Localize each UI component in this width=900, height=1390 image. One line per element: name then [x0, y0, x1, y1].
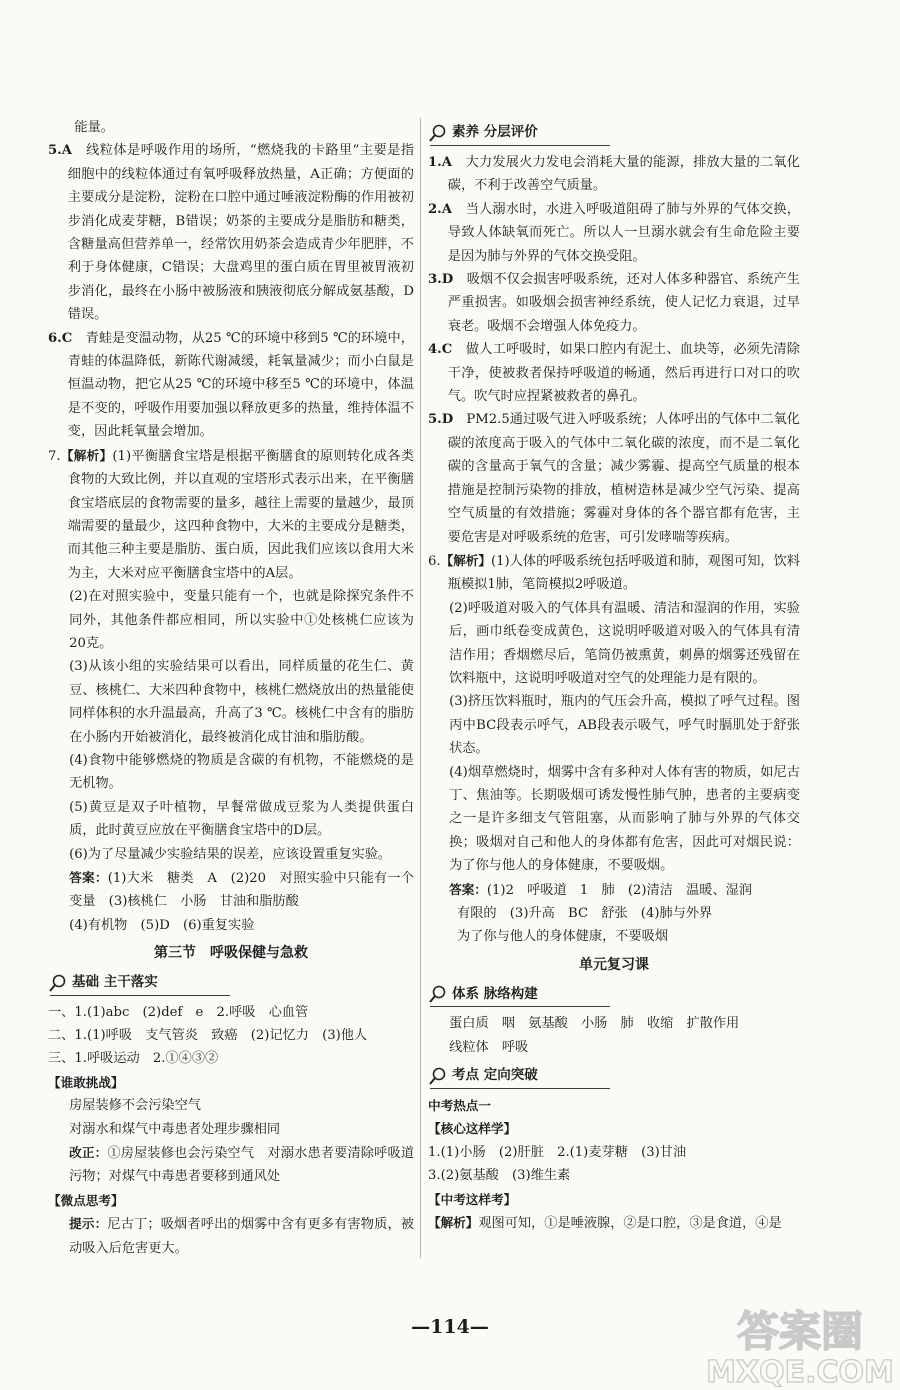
paragraph: (4)烟草燃烧时，烟雾中含有多种对人体有害的物质，如尼古丁、焦油等。长期吸烟可诱发慢性肺气肿，患者的主要病变之一是许多细支气管阻塞，从而影响了肺与外界的气体交换；吸烟对自己和他人的身体都有危害，因此可对烟民说：为了你与他人的身体健康，不要吸烟。	[449, 764, 800, 874]
section-header-eval	[428, 119, 800, 147]
paragraph: 3.(2)氨基酸 (3)维生素	[428, 1168, 571, 1184]
answer-line	[48, 866, 414, 914]
paragraph: (3)挤压饮料瓶时，瓶内的气压会升高，模拟了呼气过程。图丙中BC段表示呼气，AB段表示吸气，呼气时膈肌处于舒张状态。	[449, 694, 800, 757]
answer-line: 为了你与他人的身体健康，不要吸烟	[457, 929, 669, 945]
item-text: 青蛙是变温动物，从25 ℃的环境中移到5 ℃的环境中，青蛙的体温降低，新陈代谢减缓，耗氧量减少；而小白鼠是恒温动物，把它从25 ℃的环境中移至5 ℃的环境中，体温是不变的，呼吸作用要加强以释放更多的热量，维持体温不变，因此耗氧量会增加。	[67, 330, 414, 440]
item-text: (1)人体的呼吸系统包括呼吸道和肺，观图可知，饮料瓶模拟1肺，笔筒模拟2呼吸道。	[447, 553, 800, 593]
paragraph: 二、1.(1)呼吸 支气管炎 致癌 (2)记忆力 (3)他人	[48, 1028, 368, 1044]
analysis-tag: 【解析】	[428, 1215, 479, 1231]
magnifier-icon	[48, 973, 68, 993]
answer-label: 答案：	[69, 870, 108, 885]
hot-topic-title: 中考热点一	[428, 1098, 491, 1114]
analysis-tag: 【解析】	[60, 447, 113, 463]
analysis-text: 观图可知，①是唾液腺，②是口腔，③是食道，④是	[478, 1216, 782, 1232]
answer-line: 有限的 (3)升高 BC 舒张 (4)肺与外界	[457, 906, 713, 921]
paragraph	[428, 1211, 800, 1235]
item-text: 做人工呼吸时，如果口腔内有泥土、血块等，必须先清除干净，使被救者保持呼吸道的畅通，然后再进行口对口的吹气。吹气时应捏紧被救者的鼻孔。	[447, 342, 800, 405]
paragraph: (4)食物中能够燃烧的物质是含碳的有机物，不能燃烧的是无机物。	[69, 752, 414, 792]
magnifier-icon	[428, 1066, 448, 1086]
core-tag: 【核心这样学】	[428, 1121, 517, 1137]
answer-item	[428, 408, 800, 548]
answer-item	[428, 338, 800, 408]
column-divider	[420, 118, 421, 1258]
correction-text: ①房屋装修也会污染空气 对溺水患者要清除呼吸道污物；对煤气中毒患者要移到通风处	[69, 1146, 415, 1185]
left-column	[48, 116, 414, 1260]
answer-line: (4)有机物 (5)D (6)重复实验	[69, 917, 255, 933]
magnifier-icon	[428, 984, 448, 1004]
answer-text: (1)大米 糖类 A (2)20 对照实验中只能有一个变量 (3)核桃仁 小肠 甘油和脂肪酸	[69, 871, 414, 910]
answer-item	[428, 549, 800, 597]
item-text: 大力发展火力发电会消耗大量的能源，排放大量的二氧化碳，不利于改善空气质量。	[447, 155, 800, 194]
answer-line	[428, 878, 800, 902]
hint-label: 提示：	[69, 1216, 108, 1232]
underline	[430, 1088, 610, 1089]
section-header-text: 考点 定向突破	[452, 1067, 538, 1084]
watermark-logo	[700, 1300, 900, 1390]
paragraph: 蛋白质 咽 氨基酸 小肠 肺 收缩 扩散作用	[449, 1016, 740, 1032]
paragraph: 1.(1)小肠 (2)肝脏 2.(1)麦芽糖 (3)甘油	[428, 1144, 687, 1160]
paragraph: (2)在对照实验中，变量只能有一个，也就是除探究条件不同外，其他条件都应相同，所以实验中①处核桃仁应该为20克。	[69, 589, 414, 651]
paragraph: (2)呼吸道对吸入的气体具有温暖、清洁和湿润的作用，实验后，画巾纸卷变成黄色，这说明呼吸道对吸入的气体具有清洁作用；香烟燃尽后，笔筒仍被熏黄，刺鼻的烟雾还残留在饮料瓶中，这说明呼吸道对空气的处理能力是有限的。	[449, 600, 800, 686]
section-header-system	[428, 980, 800, 1008]
right-column	[428, 116, 800, 1235]
answer-item	[428, 151, 800, 198]
item-number: 5.D	[428, 412, 454, 428]
item-number: 6.	[428, 553, 441, 569]
section-title: 第三节 呼吸保健与急救	[154, 945, 308, 962]
paragraph: (3)从该小组的实验结果可以看出，同样质量的花生仁、黄豆、核桃仁、大米四种食物中，核桃仁燃烧放出的热量能使同样体积的水升温最高，升高了3 ℃。核桃仁中含有的脂肪在小肠内开始被消化，最终被消化成甘油和脂肪酸。	[69, 659, 414, 745]
underline	[430, 1006, 610, 1007]
watermark-line1: 答案圈	[736, 1307, 864, 1356]
paragraph: 能量。	[74, 120, 114, 135]
item-text: 当人溺水时，水进入呼吸道阻碍了肺与外界的气体交换，导致人体缺氧而死亡。所以人一旦溺水就会有生命危险主要是因为肺与外界的气体交换受阻。	[447, 201, 800, 264]
paragraph	[48, 1212, 414, 1260]
paragraph: 三、1.呼吸运动 2.①④③②	[48, 1051, 219, 1067]
item-number: 4.C	[428, 342, 453, 358]
item-text: PM2.5通过吸气进入呼吸系统；人体呼出的气体中二氧化碳的浓度高于吸入的气体中二氧化碳的浓度，而不是二氧化碳的含量高于氧气的含量；减少雾霾、提高空气质量的根本措施是控制污染物的排放，植树造林是减少空气污染、提高空气质量的有效措施；雾霾对身体的各个器官都有危害，主要危害是对呼吸系统的危害，可引发哮喘等疾病。	[447, 412, 800, 545]
paragraph: (6)为了尽量减少实验结果的误差，应该设置重复实验。	[69, 846, 392, 862]
item-number: 2.A	[428, 201, 452, 217]
paragraph: 线粒体 呼吸	[449, 1039, 529, 1055]
item-number: 1.A	[428, 155, 452, 170]
paragraph	[48, 1141, 414, 1189]
item-text: (1)平衡膳食宝塔是根据平衡膳食的原则转化成各类食物的大致比例，并以直观的宝塔形式表示出来，在平衡膳食宝塔底层的食物需要的量多，越往上需要的量越少，最顶端需要的量最少，这四种食物中，大米的主要成分是糖类，而其他三种主要是脂肪、蛋白质，因此我们应该以食用大米为主，大米对应平衡膳食宝塔中的A层。	[67, 448, 415, 581]
exam-tag: 【中考这样考】	[428, 1191, 517, 1207]
answer-item	[48, 139, 414, 326]
hint-text: 尼古丁；吸烟者呼出的烟雾中含有更多有害物质，被动吸入后危害更大。	[69, 1217, 415, 1256]
answer-item	[428, 268, 800, 338]
magnifier-icon	[428, 123, 448, 143]
paragraph: 房屋装修不会污染空气	[69, 1098, 201, 1114]
section-header-text: 体系 脉络构建	[452, 985, 538, 1002]
item-text: 线粒体是呼吸作用的场所，“燃烧我的卡路里”主要是指细胞中的线粒体通过有氧呼吸释放热量，A正确；方便面的主要成分是淀粉，淀粉在口腔中通过唾液淀粉酶的作用被初步消化成麦芽糖，B错误；奶茶的主要成分是脂肪和糖类，含糖量高但营养单一，经常饮用奶茶会造成青少年肥胖，不利于身体健康，C错误；大盘鸡里的蛋白质在胃里被胃液初步消化，最终在小肠中被肠液和胰液彻底分解成氨基酸，D错误。	[67, 143, 414, 323]
paragraph: 一、1.(1)abc (2)def e 2.呼吸 心血管	[48, 1004, 309, 1020]
section-header-text: 基础 主干落实	[72, 973, 158, 990]
paragraph: (5)黄豆是双子叶植物，早餐常做成豆浆为人类提供蛋白质，此时黄豆应放在平衡膳食宝塔中的D层。	[69, 799, 414, 839]
answer-text: (1)2 呼吸道 1 肺 (2)清洁 温暖、湿润	[486, 882, 753, 898]
answer-item	[428, 198, 800, 268]
correction-label: 改正：	[69, 1145, 108, 1161]
section-header-basic	[48, 969, 414, 997]
watermark-line2: MXQE.COM	[706, 1355, 894, 1390]
think-tag: 【微点思考】	[48, 1192, 124, 1208]
item-text: 吸烟不仅会损害呼吸系统，还对人体多种器官、系统产生严重损害。如吸烟会损害神经系统，使人记忆力衰退，过早衰老。吸烟不会增强人体免疫力。	[447, 272, 800, 334]
item-number: 6.C	[48, 330, 73, 346]
item-number: 5.A	[48, 143, 72, 159]
section-header-points	[428, 1062, 800, 1090]
item-number: 3.D	[428, 272, 454, 288]
answer-label: 答案：	[449, 881, 487, 897]
page-number: —114—	[411, 1316, 489, 1338]
paragraph: 对溺水和煤气中毒患者处理步骤相同	[69, 1121, 281, 1137]
underline	[50, 995, 230, 996]
answer-item	[48, 327, 414, 444]
item-number: 7.	[48, 448, 61, 464]
answer-item	[48, 444, 414, 585]
section-header-text: 素养 分层评价	[452, 124, 538, 141]
unit-title: 单元复习课	[579, 956, 649, 973]
underline	[430, 145, 610, 146]
challenge-tag: 【谁敢挑战】	[48, 1074, 124, 1090]
analysis-tag: 【解析】	[440, 552, 492, 568]
